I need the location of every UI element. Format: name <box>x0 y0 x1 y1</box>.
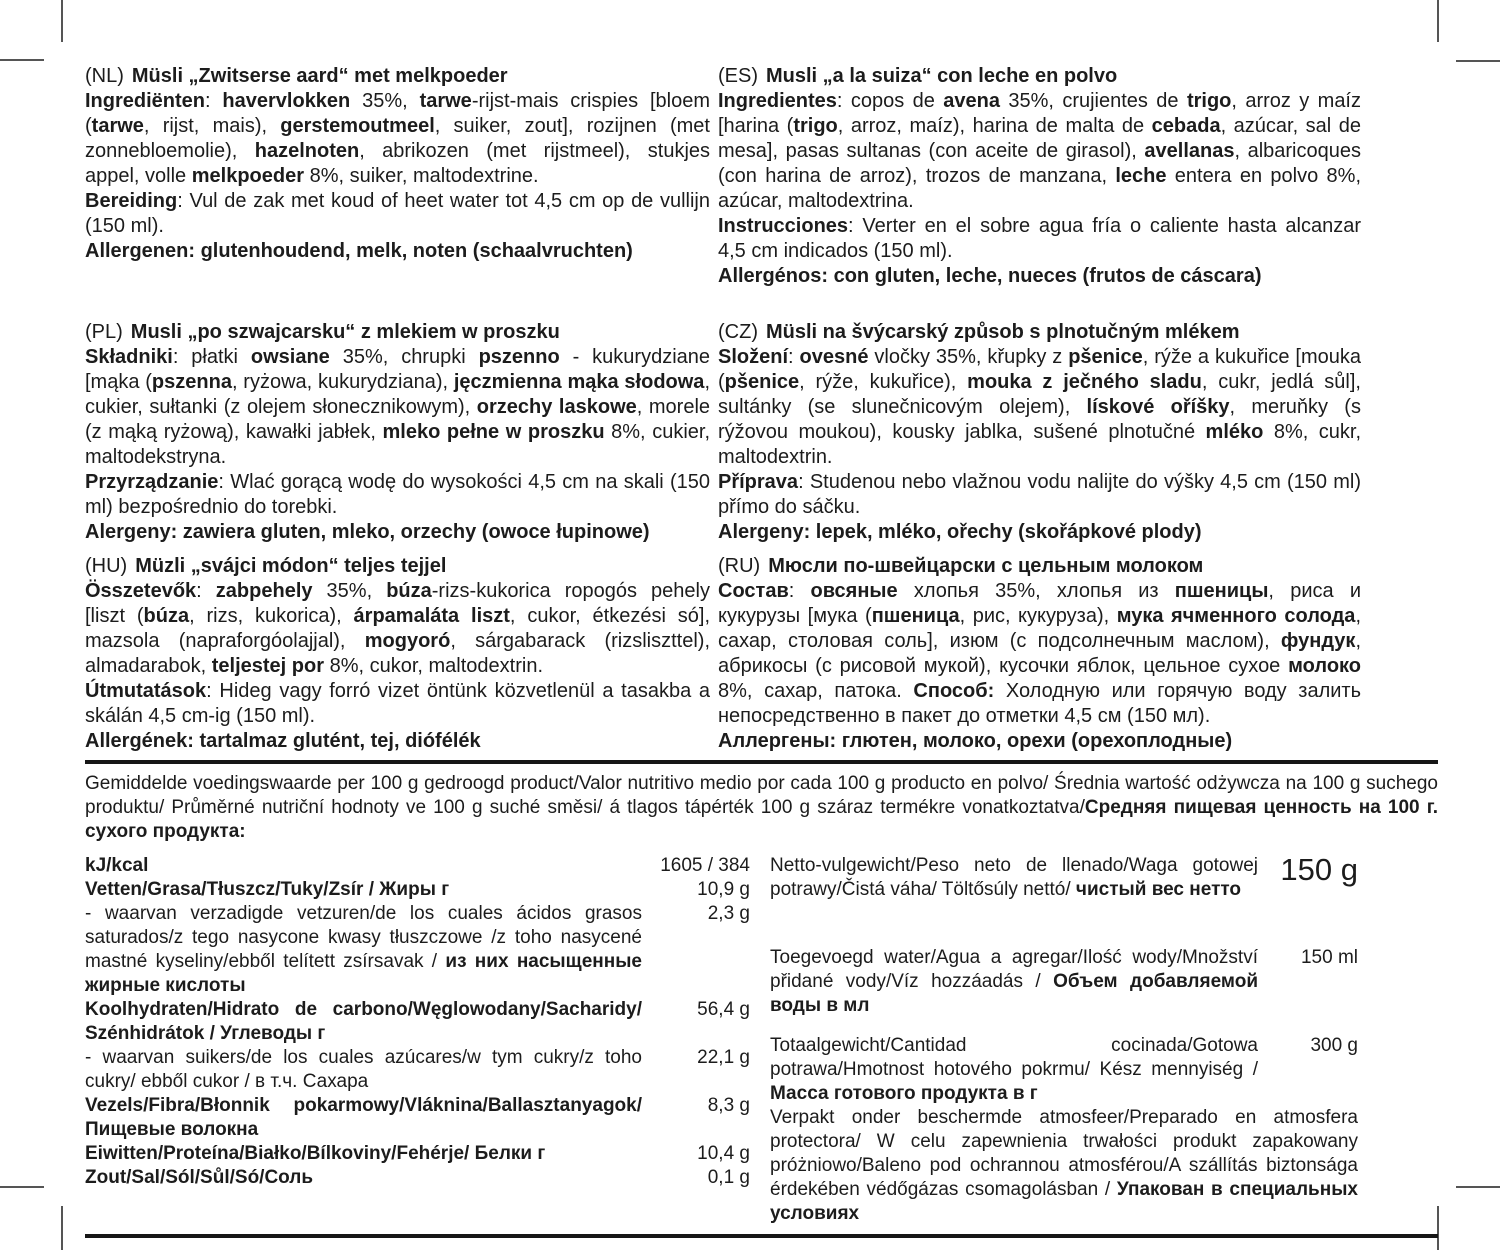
product-title: Musli „po szwajcarsku“ z mlekiem w proszku <box>130 321 560 343</box>
package-row-net-weight <box>770 854 1358 902</box>
preparation-paragraph: Útmutatások: Hideg vagy forró vizet öntünk közvetlenül a tasakba a skálán 4,5 cm-ig (150 ml). <box>85 680 710 727</box>
row-value: 22,1 g <box>697 1047 750 1068</box>
allergens-paragraph: Allergénos: con gluten, leche, nueces (frutos de cáscara) <box>718 265 1262 287</box>
product-title: Müsli „Zwitserse aard“ met melkpoeder <box>131 65 508 87</box>
lang-section-ru <box>718 554 1361 754</box>
package-info-table <box>770 854 1358 1226</box>
nutrition-row-carbohydrate <box>85 998 750 1046</box>
row-value: 1605 / 384 <box>660 855 750 876</box>
lang-section-es <box>718 64 1361 289</box>
ingredients-paragraph: Składniki: płatki owsiane 35%, chrupki pszenno - kukurydziane [mąka (pszenna, ryżowa, kukurydziana), jęczmienna mąka słodowa, cukier, sułtanki (z olejem słonecznikowym), orzechy laskowe, morele (z mąką ryżową), kawałki jabłek, mleko pełne w proszku 8%, cukier, maltodekstryna. <box>85 346 711 468</box>
nutrition-row-fat <box>85 878 750 902</box>
row-label: Zout/Sal/Sól/Sůl/Só/Соль <box>85 1167 314 1188</box>
row-value: 300 g <box>1310 1035 1358 1056</box>
ingredients-paragraph: Složení: ovesné vločky 35%, křupky z pšenice, rýže a kukuřice [mouka (pšenice, rýže, kukuřice), mouka z ječného sladu, cukr, jedlá sůl], sultánky (se slunečnicovým olejem), lískové oříšky, meruňky (s rýžovou moukou), kousky jablka, sušené plnotučné mléko 8%, cukr, maltodextrin. <box>718 346 1362 468</box>
lang-section-hu <box>85 554 710 754</box>
product-title: Musli „a la suiza“ con leche en polvo <box>766 65 1118 87</box>
nutrition-row-salt <box>85 1166 750 1190</box>
row-label: Vezels/Fibra/Błonnik pokarmowy/Vláknina/Ballasztanyagok/ Пищевые волокна <box>85 1095 642 1140</box>
nutrition-row-energy <box>85 854 750 878</box>
product-title-line <box>85 320 710 345</box>
lang-code: (CZ) <box>718 321 758 343</box>
lang-section-pl <box>85 320 710 545</box>
row-value: 2,3 g <box>707 903 750 924</box>
allergens-paragraph: Аллергены: глютен, молоко, орехи (орехоплодные) <box>718 730 1233 752</box>
row-value: 10,9 g <box>697 879 750 900</box>
row-value: 10,4 g <box>697 1143 750 1164</box>
ingredients-paragraph: Ingrediënten: havervlokken 35%, tarwe-rijst-mais crispies [bloem (tarwe, rijst, mais), gerstemoutmeel, suiker, zout], rozijnen (met zonnebloemolie), hazelnoten, abrikozen (met rijstmeel), stukjes appel, volle melkpoeder 8%, suiker, maltodextrine. <box>85 90 711 187</box>
row-label: - waarvan suikers/de los cuales azúcares/w tym cukry/z toho cukry/ ebből cukor / в т.ч. Сахара <box>85 1047 642 1092</box>
table-bottom-rule <box>85 1234 1438 1238</box>
allergens-paragraph: Alergeny: lepek, mléko, ořechy (skořápkové plody) <box>718 521 1202 543</box>
lang-section-cz <box>718 320 1361 545</box>
row-label: Totaalgewicht/Cantidad cocinada/Gotowa potrawa/Hmotnost hotového pokrmu/ Kész mennyiség / Масса готового продукта в г <box>770 1035 1258 1104</box>
package-row-total-weight <box>770 1034 1358 1106</box>
lang-code: (HU) <box>85 555 128 577</box>
protective-atmosphere-note: Verpakt onder beschermde atmosfeer/Preparado en atmosfera protectora/ W celu zapewnienia trwałości produkt zapakowany próżniowo/Baleno pod ochrannou atmosférou/A szállítás biztonsága érdekében védőgázas csomagolásban / Упакован в специальных условиях <box>770 1107 1358 1224</box>
row-value: 150 ml <box>1300 947 1358 968</box>
row-label: Eiwitten/Proteína/Białko/Bílkoviny/Fehérje/ Белки г <box>85 1143 546 1164</box>
product-title-line <box>85 64 710 89</box>
row-label: - waarvan verzadigde vetzuren/de los cuales ácidos grasos saturados/z tego nasycone kwasy tłuszczowe /z toho nasycené mastné kyseliny/ebből telített zsírsavak / из них насыщенные жирные кислоты <box>85 903 643 996</box>
preparation-paragraph: Příprava: Studenou nebo vlažnou vodu nalijte do výšky 4,5 cm (150 ml) přímo do sáčku. <box>718 471 1361 518</box>
lang-code: (RU) <box>718 555 761 577</box>
crop-mark-top-left-horizontal <box>0 59 44 61</box>
allergens-paragraph: Allergenen: glutenhoudend, melk, noten (schaalvruchten) <box>85 240 633 262</box>
product-title-line <box>718 320 1361 345</box>
product-title-line <box>718 64 1361 89</box>
ingredients-paragraph: Ingredientes: copos de avena 35%, crujientes de trigo, arroz y maíz [harina (trigo, arroz, maíz), harina de malta de cebada, azúcar, sal de mesa], pasas sultanas (con aceite de girasol), avellanas, albaricoques (con harina de arroz), trozos de manzana, leche entera en polvo 8%, azúcar, maltodextrina. <box>718 90 1361 212</box>
ingredients-paragraph: Состав: овсяные хлопья 35%, хлопья из пшеницы, риса и кукурузы [мука (пшеница, рис, кукуруза), мука ячменного солода, сахар, столовая соль], изюм (с подсолнечным маслом), фундук, абрикосы (с рисовой мукой), кусочки яблок, цельное сухое молоко 8%, сахар, патока. Способ: Холодную или горячую воду залить непосредственно в пакет до отметки 4,5 см (150 мл). <box>718 580 1361 727</box>
allergens-paragraph: Allergének: tartalmaz glutént, tej, diófélék <box>85 730 481 752</box>
row-label: Toegevoegd water/Agua a agregar/Ilość wody/Množství přidané vody/Víz hozzáadás / Объем добавляемой воды в мл <box>770 947 1258 1016</box>
crop-mark-bottom-left-vertical <box>61 1206 63 1250</box>
package-row-added-water <box>770 946 1358 1018</box>
crop-mark-top-right-vertical <box>1437 0 1439 42</box>
lang-code: (PL) <box>85 321 123 343</box>
nutrition-row-saturates <box>85 902 750 998</box>
lang-code: (ES) <box>718 65 758 87</box>
crop-mark-top-right-horizontal <box>1456 60 1500 62</box>
lang-code: (NL) <box>85 65 124 87</box>
row-value: 0,1 g <box>707 1167 750 1188</box>
preparation-paragraph: Bereiding: Vul de zak met koud of heet water tot 4,5 cm op de vullijn (150 ml). <box>85 190 710 237</box>
row-value: 150 g <box>1280 852 1358 887</box>
preparation-paragraph: Przyrządzanie: Wlać gorącą wodę do wysokości 4,5 cm na skali (150 ml) bezpośrednio do torebki. <box>85 471 710 518</box>
row-value: 8,3 g <box>707 1095 750 1116</box>
lang-section-nl <box>85 64 710 264</box>
preparation-paragraph: Instrucciones: Verter en el sobre agua fría o caliente hasta alcanzar 4,5 cm indicados (150 ml). <box>718 215 1361 262</box>
crop-mark-bottom-left-horizontal <box>0 1186 44 1188</box>
crop-mark-top-left-vertical <box>61 0 63 42</box>
allergens-paragraph: Alergeny: zawiera gluten, mleko, orzechy (owoce łupinowe) <box>85 521 650 543</box>
row-label: Koolhydraten/Hidrato de carbono/Węglowodany/Sacharidy/ Szénhidrátok / Углеводы г <box>85 999 642 1044</box>
row-label: Vetten/Grasa/Tłuszcz/Tuky/Zsír / Жиры г <box>85 879 450 900</box>
nutrition-panel <box>85 760 1438 1238</box>
row-label: Netto-vulgewicht/Peso neto de llenado/Waga gotowej potrawy/Čistá váha/ Töltősúly nettó/ чистый вес нетто <box>770 855 1258 900</box>
ingredients-paragraph: Összetevők: zabpehely 35%, búza-rizs-kukorica ropogós pehely [liszt (búza, rizs, kukorica), árpamaláta liszt, cukor, étkezési só], mazsola (napraforgóolajjal), mogyoró, sárgabarack (rizsliszttel), almadarabok, teljestej por 8%, cukor, maltodextrin. <box>85 580 710 677</box>
nutrition-row-protein <box>85 1142 750 1166</box>
product-title: Müsli na švýcarský způsob s plnotučným mlékem <box>765 321 1240 343</box>
nutrition-values-table <box>85 854 750 1226</box>
nutrition-row-sugars <box>85 1046 750 1094</box>
product-title: Müzli „svájci módon“ teljes tejjel <box>135 555 447 577</box>
nutrition-header: Gemiddelde voedingswaarde per 100 g gedroogd product/Valor nutritivo medio por cada 100 g producto en polvo/ Średnia wartość odżywcza na 100 g suchego produktu/ Průměrné nutriční hodnoty ve 100 g suché směsi/ á tlagos tápérték 100 g száraz termékre vonatkoztatva/Средняя пищевая ценность на 100 г. сухого продукта: <box>85 773 1439 842</box>
row-label: kJ/kcal <box>85 855 149 876</box>
row-value: 56,4 g <box>697 999 750 1020</box>
product-title-line <box>85 554 710 579</box>
nutrition-row-fibre <box>85 1094 750 1142</box>
nutrition-columns <box>85 854 1438 1226</box>
crop-mark-bottom-right-horizontal <box>1456 1186 1500 1188</box>
product-title-line <box>718 554 1361 579</box>
product-title: Мюсли по-швейцарски с цельным молоком <box>768 555 1204 577</box>
